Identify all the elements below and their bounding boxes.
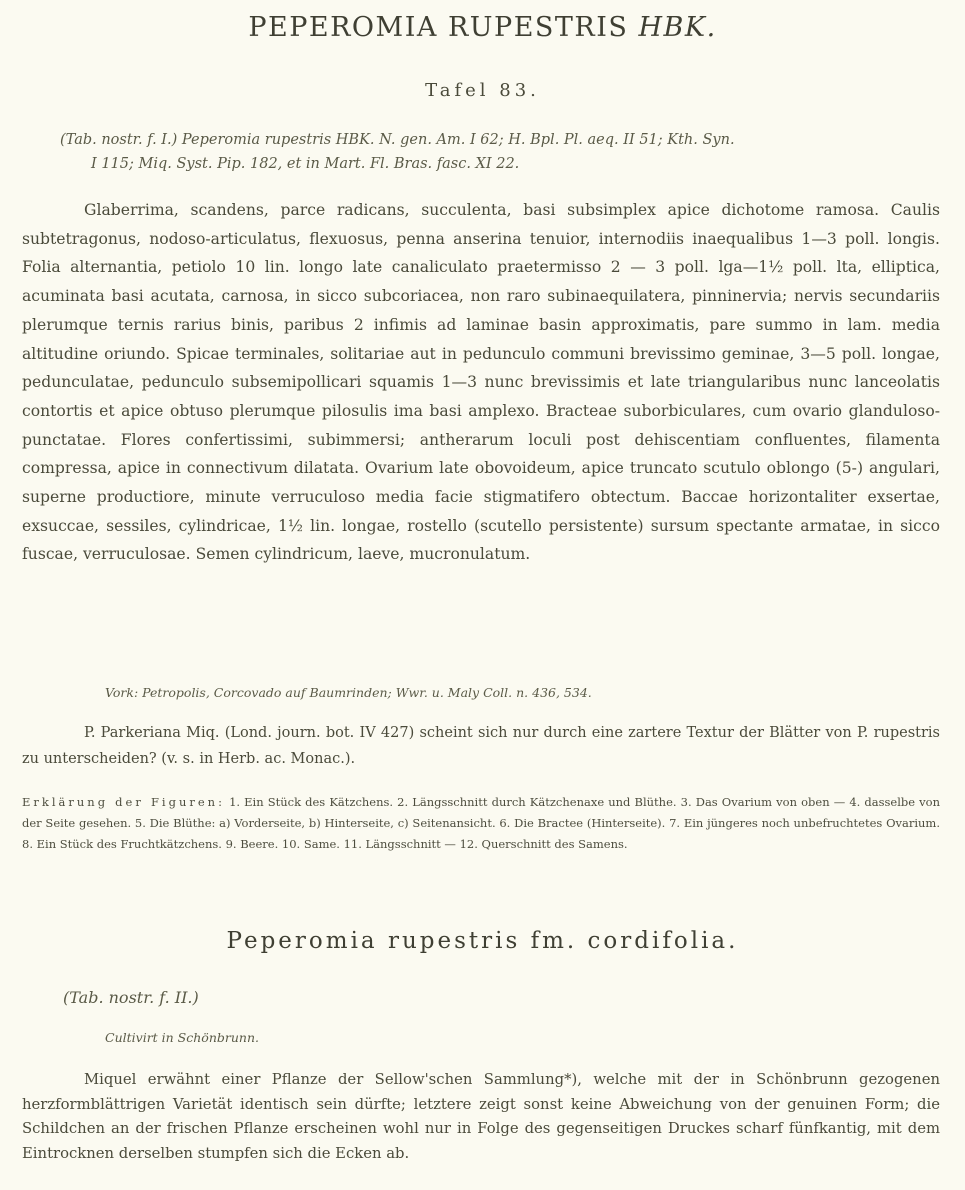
page-title <box>0 12 965 43</box>
form-description <box>22 1068 940 1166</box>
description-paragraph: Glaberrima, scandens, parce radicans, succulenta, basi subsimplex apice dichotome ramosa. Caulis subtetragonus, nodoso-articulatus, flexuosus, penna anserina tenuior, internodiis inaequalibus 1—3 poll. longis. Folia alternantia, petiolo 10 lin. longo late canaliculato praetermisso 2 — 3 poll. lga—1½ poll. lta, elliptica, acuminata basi acutata, carnosa, in sicco subcoriacea, non raro subinaequilatera, pinninervia; nervis secundariis plerumque ternis rarius binis, paribus 2 infimis ad laminae basin approximatis, pare summo in lam. media altitudine oriundo. Spicae terminales, solitariae aut in pedunculo communi brevissimo geminae, 3—5 poll. longae, pedunculatae, pedunculo subsemipollicari squamis 1—3 nunc brevissimis et late triangularibus nunc lanceolatis contortis et apice obtuso plerumque pilosulis ima basi amplexo. Bracteae suborbiculares, cum ovario glanduloso-punctatae. Flores confertissimi, subimmersi; antherarum loculi post dehiscentiam confluentes, filamenta compressa, apice in connectivum dilatata. Ovarium late obovoideum, apice truncato scutulo oblongo (5-) angulari, superne productiore, minute verruculoso media facie stigmatifero obtectum. Baccae horizontaliter exsertae, exsuccae, sessiles, cylindricae, 1½ lin. longae, rostello (scutello persistente) sursum spectante armatae, in sicco fuscae, verruculosae. Semen cylindricum, laeve, mucronulatum. <box>22 201 940 564</box>
title-author: HBK. <box>638 12 717 43</box>
references-line-1: (Tab. nostr. f. I.) Peperomia rupestris HBK. N. gen. Am. I 62; H. Bpl. Pl. aeq. II 51; Kth. Syn. <box>60 132 735 148</box>
locality-note: Vork: Petropolis, Corcovado auf Baumrinden; Wwr. u. Maly Coll. n. 436, 534. <box>105 685 592 700</box>
cultivation-note: Cultivirt in Schönbrunn. <box>105 1030 259 1045</box>
section-title: Peperomia rupestris fm. cordifolia. <box>226 928 739 954</box>
figure-legend <box>22 792 940 855</box>
parkeriana-note <box>22 720 940 772</box>
species-description <box>22 196 940 569</box>
references-line-2: I 115; Miq. Syst. Pip. 182, et in Mart. Fl. Bras. fasc. XI 22. <box>91 156 520 172</box>
plate-number: Tafel 83. <box>425 80 540 101</box>
figure-legend-text: 1. Ein Stück des Kätzchens. 2. Längsschnitt durch Kätzchenaxe und Blüthe. 3. Das Ovarium von oben — 4. dasselbe von der Seite gesehen. 5. Die Blüthe: a) Vorderseite, b) Hinterseite, c) Seitenansicht. 6. Die Bractee (Hinterseite). 7. Ein jüngeres noch unbefruchtetes Ovarium. 8. Ein Stück des Fruchtkätzchens. 9. Beere. 10. Same. 11. Längsschnitt — 12. Querschnitt des Samens. <box>22 795 940 851</box>
form-paragraph: Miquel erwähnt einer Pflanze der Sellow'schen Sammlung*), welche mit der in Schönbrunn gezogenen herzformblättrigen Varietät identisch sein dürfte; letztere zeigt sonst keine Abweichung von der genuinen Form; die Schildchen an der frischen Pflanze erscheinen wohl nur in Folge des gegenseitigen Druckes scharf fünfkantig, mit dem Eintrocknen derselben stumpfen sich die Ecken ab. <box>22 1071 940 1162</box>
parkeriana-paragraph: P. Parkeriana Miq. (Lond. journ. bot. IV 427) scheint sich nur durch eine zartere Textur der Blätter von P. rupestris zu unterscheiden? (v. s. in Herb. ac. Monac.). <box>22 725 940 767</box>
form-tab-reference: (Tab. nostr. f. II.) <box>63 988 199 1007</box>
title-species: PEPEROMIA RUPESTRIS <box>248 12 629 43</box>
figure-legend-label: Erklärung der Figuren: <box>22 795 225 809</box>
references <box>60 128 940 176</box>
